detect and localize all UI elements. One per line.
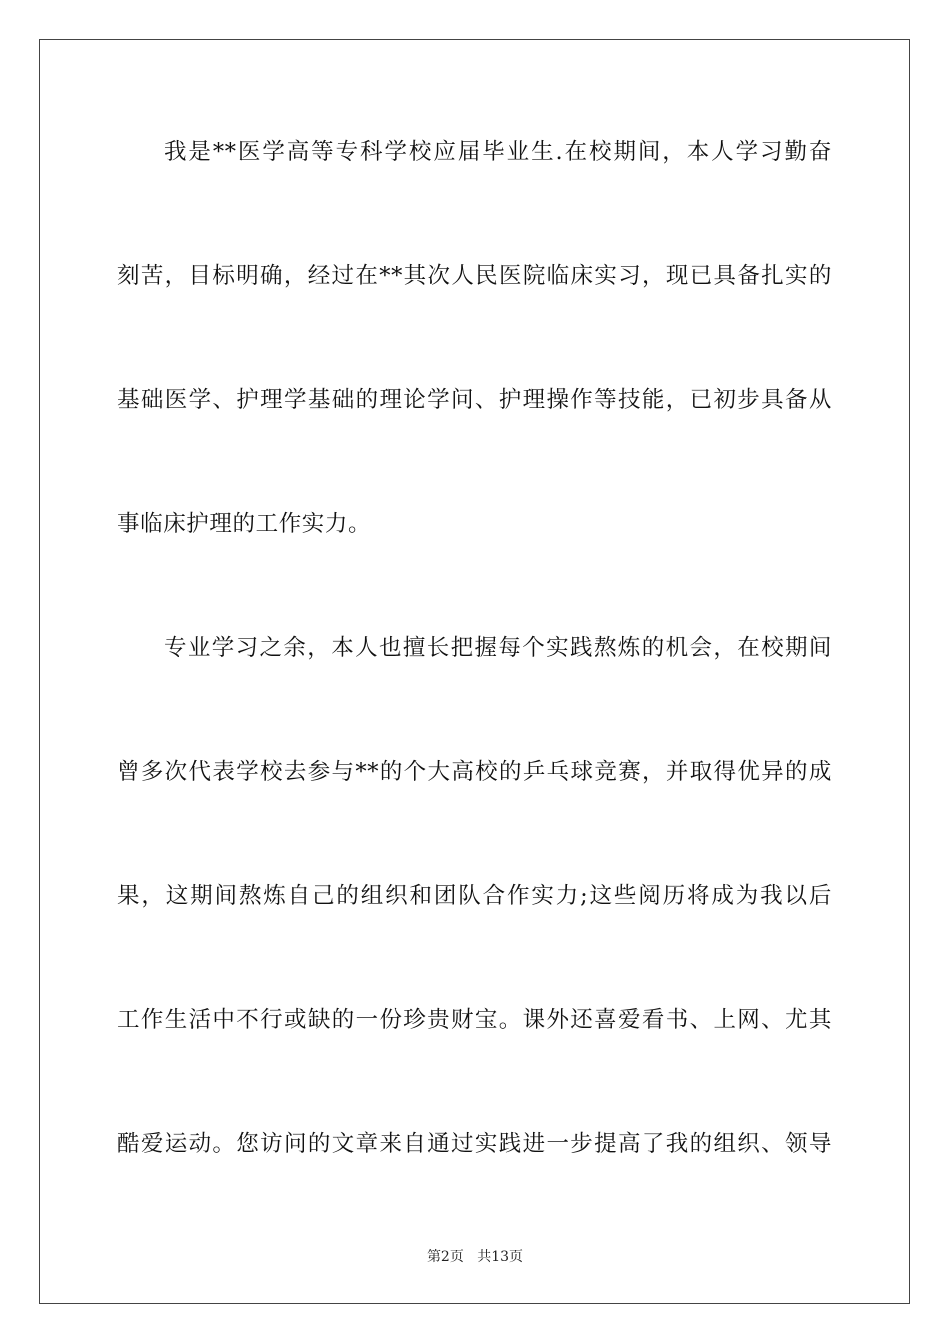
- paragraph-2-line-5: 酷爱运动。您访问的文章来自通过实践进一步提高了我的组织、领导: [117, 1131, 832, 1157]
- paragraph-1-line-3: 基础医学、护理学基础的理论学问、护理操作等技能，已初步具备从: [117, 387, 832, 413]
- paragraph-1-line-4: 事临床护理的工作实力。: [117, 511, 372, 537]
- paragraph-1-line-1: 我是**医学高等专科学校应届毕业生.在校期间，本人学习勤奋: [164, 139, 832, 165]
- paragraph-1-line-2: 刻苦，目标明确，经过在**其次人民医院临床实习，现已具备扎实的: [117, 263, 832, 289]
- page-total: 共13页: [477, 1249, 524, 1265]
- paragraph-2-line-1: 专业学习之余，本人也擅长把握每个实践熬炼的机会，在校期间: [164, 635, 832, 661]
- paragraph-2-line-2: 曾多次代表学校去参与**的个大高校的乒乓球竞赛，并取得优异的成: [117, 759, 832, 785]
- page-number: 第2页: [426, 1249, 464, 1265]
- page-footer: [0, 1248, 950, 1266]
- paragraph-2-line-4: 工作生活中不行或缺的一份珍贵财宝。课外还喜爱看书、上网、尤其: [117, 1007, 832, 1033]
- paragraph-2-line-3: 果，这期间熬炼自己的组织和团队合作实力;这些阅历将成为我以后: [117, 883, 832, 909]
- page-border: [39, 39, 910, 1304]
